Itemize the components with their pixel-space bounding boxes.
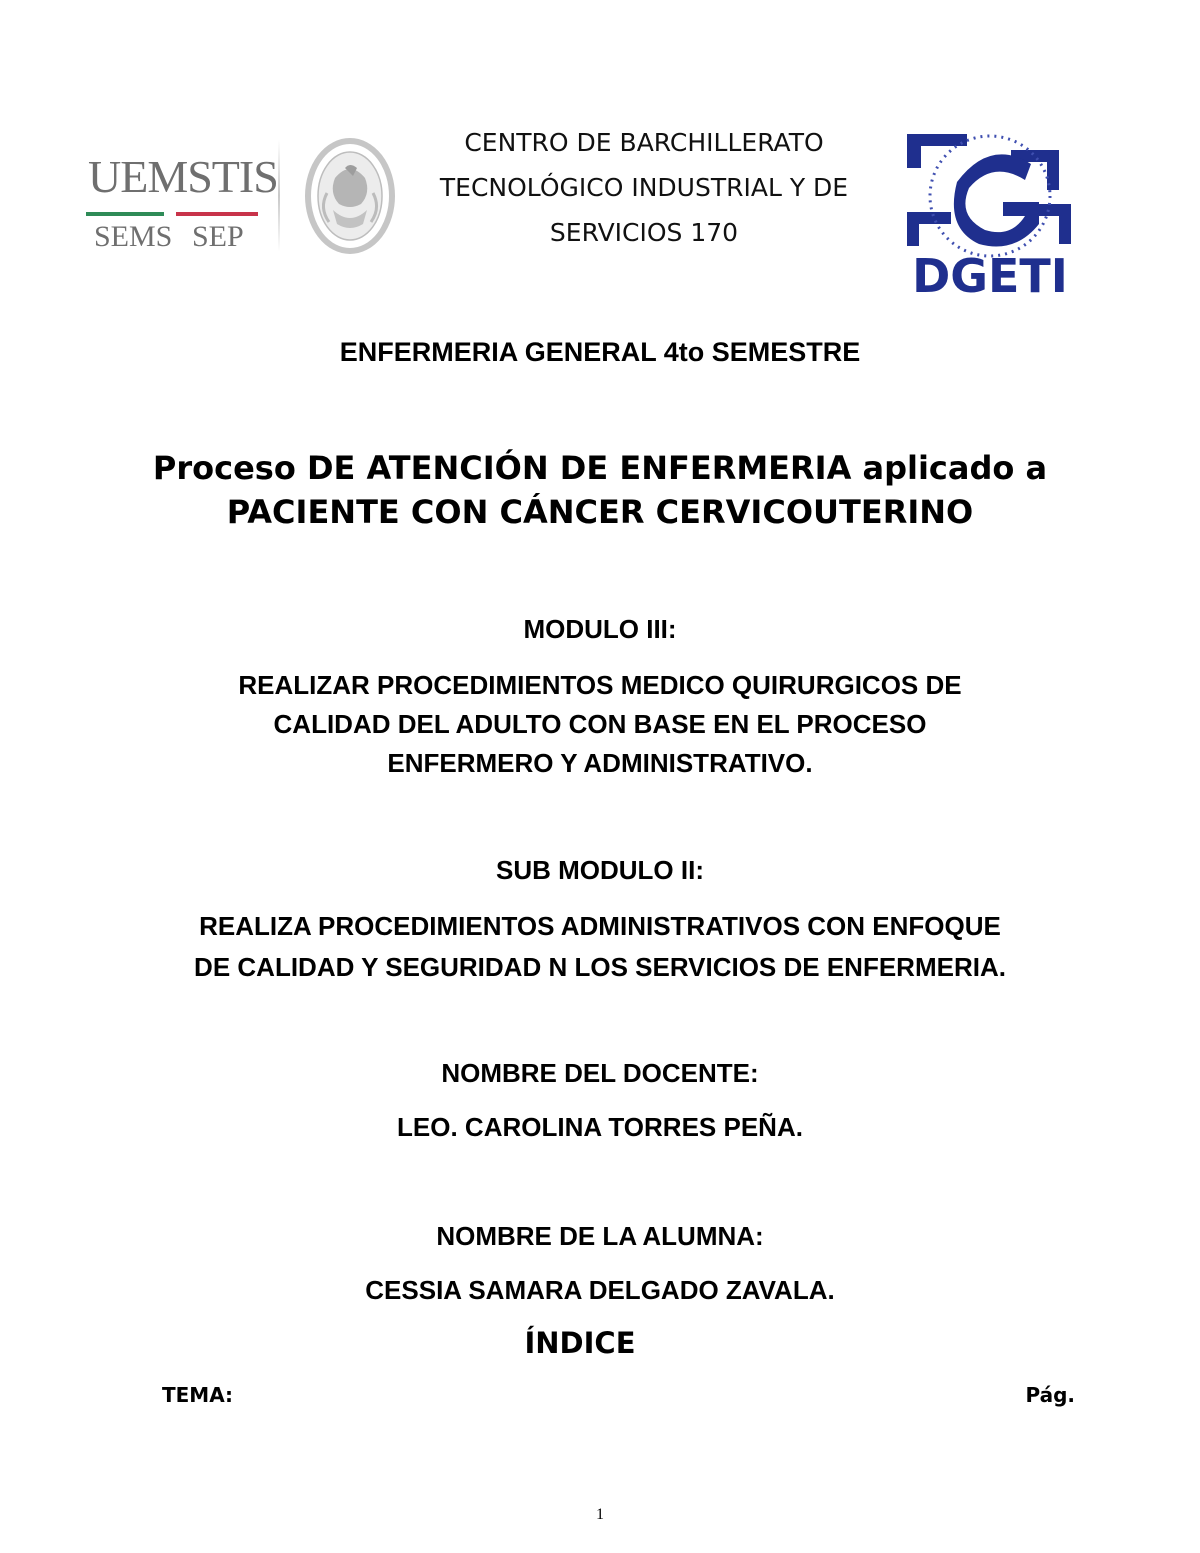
submodule-line-2: DE CALIDAD Y SEGURIDAD N LOS SERVICIOS DE ENFERMERIA.	[194, 952, 1006, 982]
flag-line-red	[176, 212, 258, 216]
flag-line-green	[86, 212, 164, 216]
document-title	[80, 446, 1120, 534]
student-label: NOMBRE DE LA ALUMNA:	[436, 1221, 764, 1251]
sep-wordmark: SEP	[192, 220, 244, 253]
school-name-line-3: SERVICIOS 170	[549, 218, 739, 247]
title-line-1: Proceso DE ATENCIÓN DE ENFERMERIA aplicado a	[152, 449, 1048, 487]
module-line-1: REALIZAR PROCEDIMIENTOS MEDICO QUIRURGICOS DE	[238, 670, 962, 700]
uemstis-logo	[84, 150, 278, 260]
module-label: MODULO III:	[523, 614, 677, 644]
dgeti-wordmark: DGETI	[912, 249, 1068, 300]
school-name-line-1: CENTRO DE BARCHILLERATO	[464, 128, 824, 157]
sems-wordmark: SEMS	[94, 220, 173, 253]
submodule-label: SUB MODULO II:	[496, 855, 704, 885]
page-number: 1	[596, 1506, 604, 1523]
submodule-description	[60, 906, 1140, 988]
teacher-name: LEO. CAROLINA TORRES PEÑA.	[397, 1112, 803, 1142]
title-line-2: PACIENTE CON CÁNCER CERVICOUTERINO	[226, 493, 974, 531]
teacher-label: NOMBRE DEL DOCENTE:	[441, 1058, 759, 1088]
dgeti-logo	[893, 120, 1087, 300]
mexican-coat-of-arms-icon	[305, 138, 395, 254]
logo-divider	[278, 140, 280, 252]
index-heading: ÍNDICE	[524, 1326, 636, 1360]
module-line-3: ENFERMERO Y ADMINISTRATIVO.	[387, 748, 813, 778]
uemstis-wordmark: UEMSTIS	[88, 151, 278, 202]
index-page-column: Pág.	[1025, 1383, 1075, 1407]
school-name-line-2: TECNOLÓGICO INDUSTRIAL Y DE	[439, 173, 849, 202]
module-description	[140, 666, 1060, 783]
student-name: CESSIA SAMARA DELGADO ZAVALA.	[365, 1275, 835, 1305]
submodule-line-1: REALIZA PROCEDIMIENTOS ADMINISTRATIVOS CON ENFOQUE	[199, 911, 1001, 941]
school-name	[420, 120, 868, 255]
index-topic-column: TEMA:	[162, 1383, 234, 1407]
module-line-2: CALIDAD DEL ADULTO CON BASE EN EL PROCESO	[273, 709, 927, 739]
subject-heading: ENFERMERIA GENERAL 4to SEMESTRE	[339, 337, 861, 367]
